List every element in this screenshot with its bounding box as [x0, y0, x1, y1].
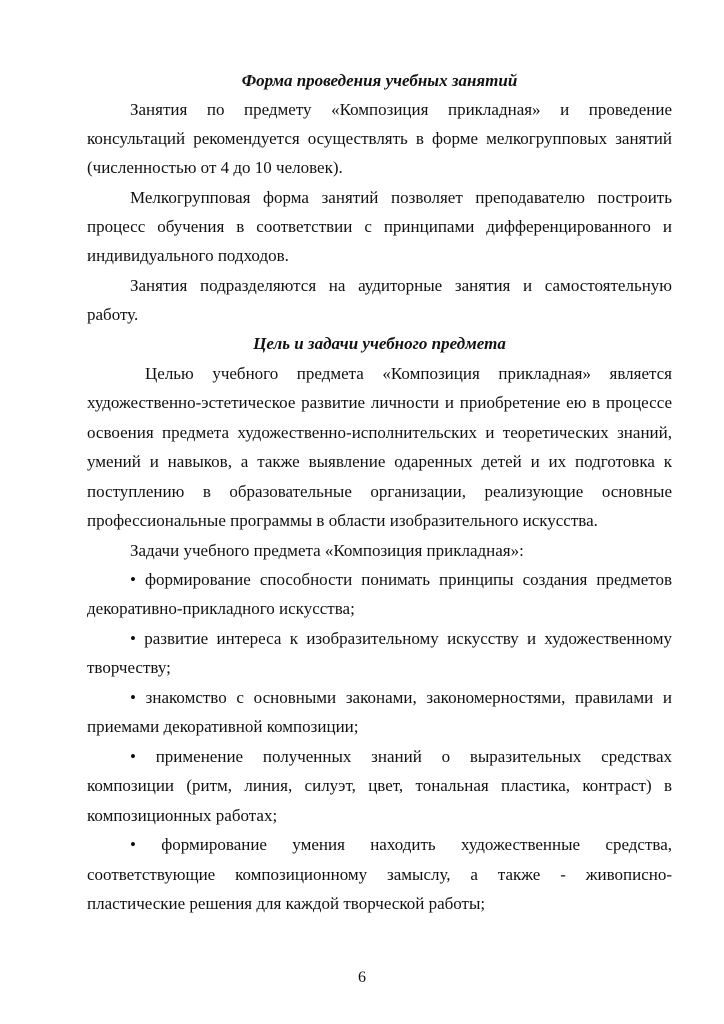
list-item: • формирование способности понимать принципы создания предметов [130, 570, 672, 589]
text-line: освоения предмета художественно-исполнительских и теоретических знаний, [87, 423, 672, 442]
heading-goals: Цель и задачи учебного предмета [253, 334, 506, 353]
text-line: Занятия по предмету «Композиция прикладная» и проведение [130, 100, 672, 119]
text-line: композиции (ритм, линия, силуэт, цвет, тональная пластика, контраст) в [87, 776, 672, 795]
text-line: консультаций рекомендуется осуществлять в форме мелкогрупповых занятий [87, 129, 672, 148]
list-item: • развитие интереса к изобразительному искусству и художественному [130, 629, 672, 648]
text-line: пластические решения для каждой творческой работы; [87, 894, 486, 913]
text-line: Занятия подразделяются на аудиторные занятия и самостоятельную [130, 276, 672, 295]
text-line: декоративно-прикладного искусства; [87, 599, 355, 618]
text-line: художественно-эстетическое развитие личности и приобретение ею в процессе [87, 393, 672, 412]
text-line: профессиональные программы в области изобразительного искусства. [87, 511, 598, 530]
text-line: Мелкогрупповая форма занятий позволяет преподавателю построить [130, 188, 672, 207]
text-line: творчеству; [87, 658, 171, 677]
page-number: 6 [358, 969, 366, 986]
text-line: Целью учебного предмета «Композиция прикладная» является [145, 364, 672, 383]
text-line: композиционных работах; [87, 806, 278, 825]
list-item: • применение полученных знаний о выразительных средствах [130, 747, 672, 766]
text-line: индивидуального подходов. [87, 246, 289, 265]
list-item: • знакомство с основными законами, закономерностями, правилами и [130, 688, 672, 707]
text-line: работу. [87, 305, 139, 324]
list-item: • формирование умения находить художественные средства, [130, 835, 672, 854]
text-line: (численностью от 4 до 10 человек). [87, 158, 343, 177]
text-line: соответствующие композиционному замыслу, а также - живописно- [87, 865, 672, 884]
text-line: поступлению в образовательные организации, реализующие основные [87, 482, 672, 501]
text-line: приемами декоративной композиции; [87, 717, 359, 736]
heading-lesson-form: Форма проведения учебных занятий [241, 71, 518, 90]
text-line: процесс обучения в соответствии с принципами дифференцированного и [87, 217, 672, 236]
text-line: Задачи учебного предмета «Композиция прикладная»: [130, 541, 524, 560]
text-line: умений и навыков, а также выявление одаренных детей и их подготовка к [87, 452, 672, 471]
